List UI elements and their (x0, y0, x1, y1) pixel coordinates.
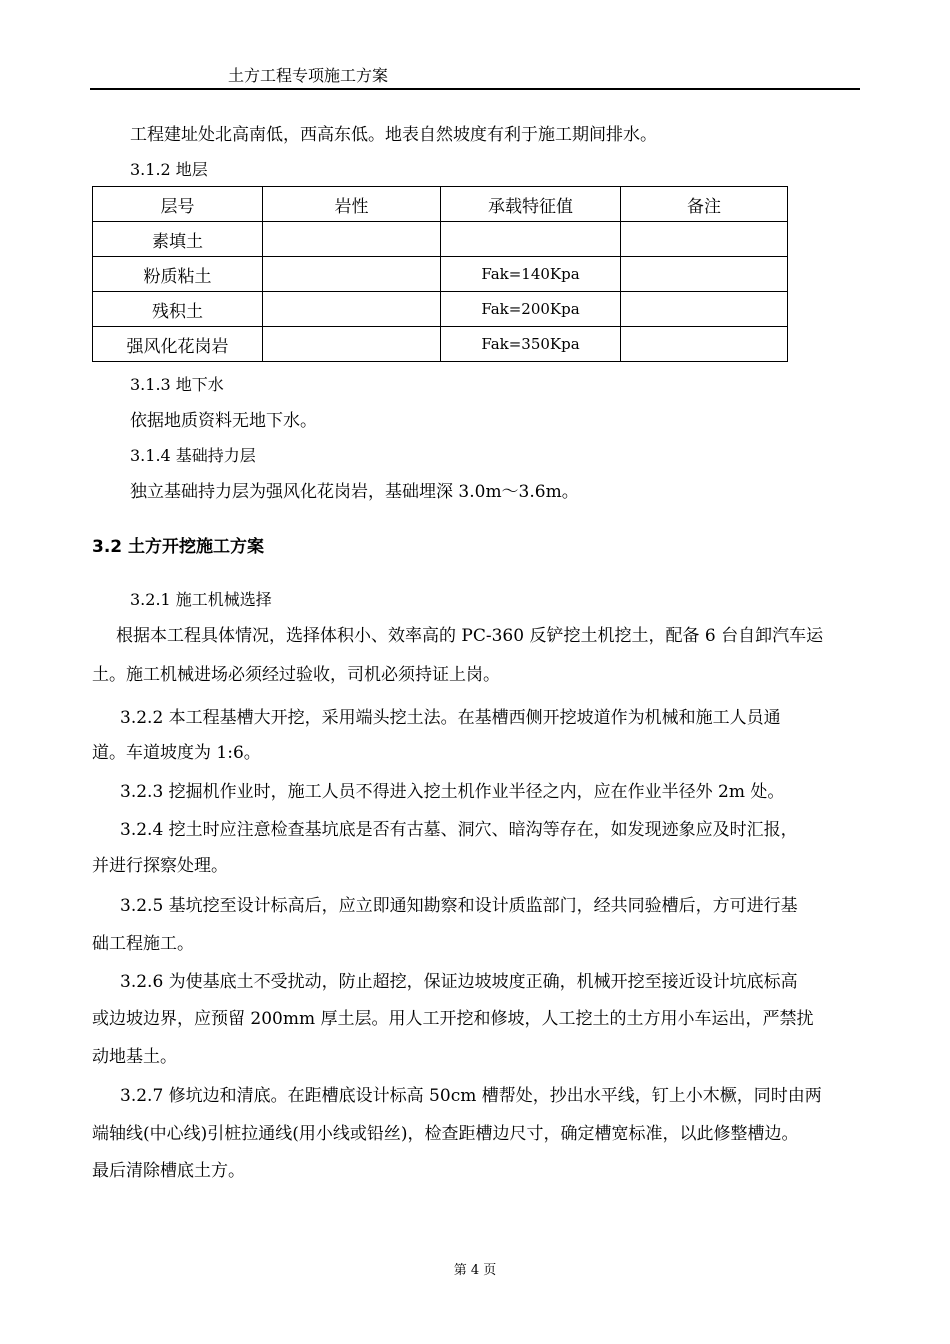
page-number: 第 4 页 (453, 1263, 497, 1278)
cell-remark (621, 222, 788, 257)
col-header-lithology: 岩性 (263, 187, 441, 222)
section-3-2-1-title: 3.2.1 施工机械选择 (130, 590, 272, 609)
cell-bearing-value: Fak=140Kpa (441, 257, 621, 292)
table-row (93, 292, 788, 327)
section-3-2-5-line-1: 3.2.5 基坑挖至设计标高后，应立即通知勘察和设计质监部门，经共同验槽后，方可进行基 (120, 896, 798, 916)
cell-remark (621, 257, 788, 292)
section-3-2-heading: 3.2 土方开挖施工方案 (92, 537, 265, 557)
header-divider (90, 88, 860, 90)
section-3-1-2-title: 3.1.2 地层 (130, 160, 208, 179)
cell-bearing-value: Fak=200Kpa (441, 292, 621, 327)
col-header-remark: 备注 (621, 187, 788, 222)
cell-remark (621, 292, 788, 327)
section-3-2-7-line-3: 最后清除槽底土方。 (92, 1161, 245, 1181)
table-header-row (93, 187, 788, 222)
section-3-2-5-line-2: 础工程施工。 (92, 934, 194, 954)
section-3-2-1-line-1: 根据本工程具体情况，选择体积小、效率高的 PC-360 反铲挖土机挖土，配备 6 台自卸汽车运 (116, 626, 824, 646)
section-3-2-6-line-2: 或边坡边界，应预留 200mm 厚土层。用人工开挖和修坡，人工挖土的土方用小车运出，严禁扰 (92, 1009, 814, 1029)
cell-lithology (263, 327, 441, 362)
section-3-1-3-title: 3.1.3 地下水 (130, 375, 224, 394)
table-row (93, 222, 788, 257)
table-row (93, 327, 788, 362)
section-3-2-6-line-3: 动地基土。 (92, 1047, 177, 1067)
section-3-1-4-text: 独立基础持力层为强风化花岗岩，基础埋深 3.0m～3.6m。 (130, 482, 579, 502)
section-3-2-7-line-1: 3.2.7 修坑边和清底。在距槽底设计标高 50cm 槽帮处，抄出水平线，钉上小木橛，同时由两 (120, 1086, 822, 1106)
table-row (93, 257, 788, 292)
strata-table (92, 186, 788, 362)
page-header-title: 土方工程专项施工方案 (228, 66, 389, 85)
cell-remark (621, 327, 788, 362)
section-3-1-3-text: 依据地质资料无地下水。 (130, 411, 317, 431)
col-header-layer: 层号 (93, 187, 263, 222)
section-3-2-4-line-2: 并进行探察处理。 (92, 856, 228, 876)
cell-layer: 粉质粘土 (93, 257, 263, 292)
intro-paragraph: 工程建址处北高南低，西高东低。地表自然坡度有利于施工期间排水。 (130, 125, 657, 145)
section-3-2-3-line-1: 3.2.3 挖掘机作业时，施工人员不得进入挖土机作业半径之内，应在作业半径外 2m 处。 (120, 782, 785, 802)
section-3-2-1-line-2: 土。施工机械进场必须经过验收，司机必须持证上岗。 (92, 665, 500, 685)
cell-layer: 强风化花岗岩 (93, 327, 263, 362)
section-3-2-7-line-2: 端轴线(中心线)引桩拉通线(用小线或铅丝)，检查距槽边尺寸，确定槽宽标准，以此修整槽边。 (92, 1124, 799, 1144)
col-header-bearing-value: 承载特征值 (441, 187, 621, 222)
section-3-2-2-line-2: 道。车道坡度为 1:6。 (92, 743, 261, 763)
section-3-2-6-line-1: 3.2.6 为使基底土不受扰动，防止超挖，保证边坡坡度正确，机械开挖至接近设计坑底标高 (120, 972, 798, 992)
cell-lithology (263, 222, 441, 257)
section-3-1-4-title: 3.1.4 基础持力层 (130, 446, 256, 465)
cell-bearing-value (441, 222, 621, 257)
cell-layer: 残积土 (93, 292, 263, 327)
cell-lithology (263, 292, 441, 327)
section-3-2-4-line-1: 3.2.4 挖土时应注意检查基坑底是否有古墓、洞穴、暗沟等存在，如发现迹象应及时汇报， (120, 820, 798, 840)
section-3-2-2-line-1: 3.2.2 本工程基槽大开挖，采用端头挖土法。在基槽西侧开挖坡道作为机械和施工人员通 (120, 708, 781, 728)
cell-layer: 素填土 (93, 222, 263, 257)
cell-lithology (263, 257, 441, 292)
cell-bearing-value: Fak=350Kpa (441, 327, 621, 362)
